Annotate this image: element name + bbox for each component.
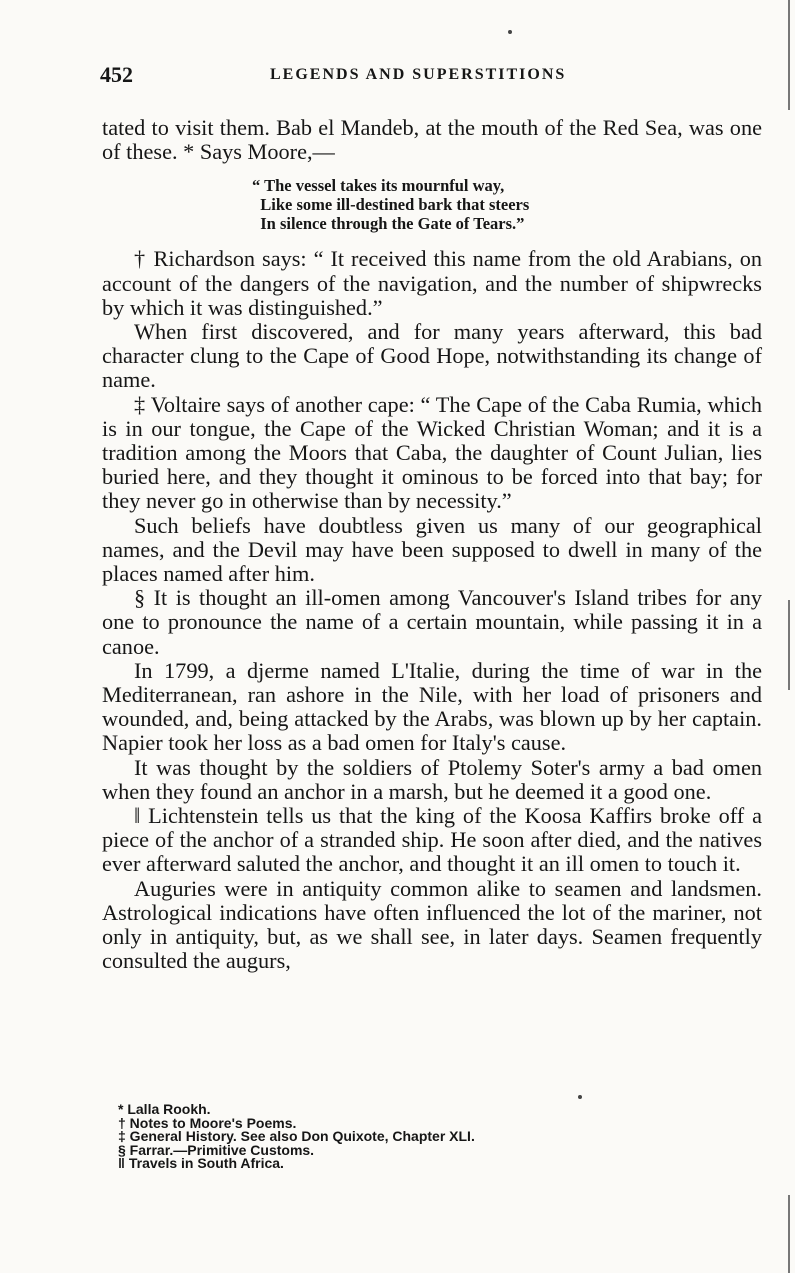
scan-edge-line-bottom xyxy=(788,1195,790,1273)
paragraph-lichtenstein: ‖ Lichtenstein tells us that the king of the Koosa Kaffirs broke off a piece of the anchor of a stranded ship. He soon after died, and the natives ever afterward saluted the anchor, and thought it an ill omen to touch it. xyxy=(102,803,762,877)
page-number: 452 xyxy=(100,62,133,87)
poem-line: In silence through the Gate of Tears.” xyxy=(252,214,525,234)
paragraph-voltaire: ‡ Voltaire says of another cape: “ The Cape of the Caba Rumia, which is in our tongue, the Cape of the Wicked Christian Woman; and it is a tradition among the Moors that Caba, the daughter of Count Julian, lies buried here, and they thought it ominous to be forced into that bay; for they never go in otherwise than by necessity.” xyxy=(102,391,762,514)
paragraph-ptolemy: It was thought by the soldiers of Ptolemy Soter's army a bad omen when they found an anchor in a marsh, but he deemed it a good one. xyxy=(102,754,762,804)
paragraph-litalie: In 1799, a djerme named L'Italie, during the time of war in the Mediterranean, ran ashore in the Nile, with her load of prisoners and wounded, and, being attacked by the Arabs, was blown up by her captain. Napier took her loss as a bad omen for Italy's cause. xyxy=(102,657,762,756)
paragraph-vancouver: § It is thought an ill-omen among Vancouver's Island tribes for any one to pronounce the name of a certain mountain, while passing it in a canoe. xyxy=(102,585,762,659)
footnotes xyxy=(118,1103,758,1171)
scan-edge-line-top xyxy=(788,0,790,110)
poem-quote xyxy=(252,176,762,233)
scan-speck-bottom xyxy=(578,1095,582,1099)
running-head: LEGENDS AND SUPERSTITIONS xyxy=(270,66,567,83)
footnote: § Farrar.—Primitive Customs. xyxy=(118,1141,315,1158)
paragraph-auguries: Auguries were in antiquity common alike to seamen and landsmen. Astrological indications have often influenced the lot of the mariner, not only in antiquity, but, as we shall see, in later days. Seamen frequently consulted the augurs, xyxy=(102,875,762,974)
footnote: ‖ Travels in South Africa. xyxy=(118,1155,284,1171)
footnote: * Lalla Rookh. xyxy=(118,1101,211,1117)
scan-speck-top xyxy=(508,30,512,34)
paragraph-good-hope: When first discovered, and for many years afterward, this bad character clung to the Cape of Good Hope, notwithstanding its change of name. xyxy=(102,319,762,393)
scan-edge-line-middle xyxy=(788,600,790,690)
poem-line: Like some ill-destined bark that steers xyxy=(252,195,530,215)
paragraph-richardson: † Richardson says: “ It received this name from the old Arabians, on account of the dangers of the navigation, and the number of shipwrecks by which it was distinguished.” xyxy=(102,246,762,320)
footnote: † Notes to Moore's Poems. xyxy=(118,1114,297,1131)
paragraph-geographical-names: Such beliefs have doubtless given us many of our geographical names, and the Devil may have been supposed to dwell in many of the places named after him. xyxy=(102,512,762,587)
page-header xyxy=(100,62,760,92)
poem-line: “ The vessel takes its mournful way, xyxy=(252,176,505,196)
page-body xyxy=(102,116,762,974)
footnote: ‡ General History. See also Don Quixote, Chapter XLI. xyxy=(118,1128,475,1144)
paragraph-opening: tated to visit them. Bab el Mandeb, at the mouth of the Red Sea, was one of these. * Says Moore,— xyxy=(102,115,762,165)
